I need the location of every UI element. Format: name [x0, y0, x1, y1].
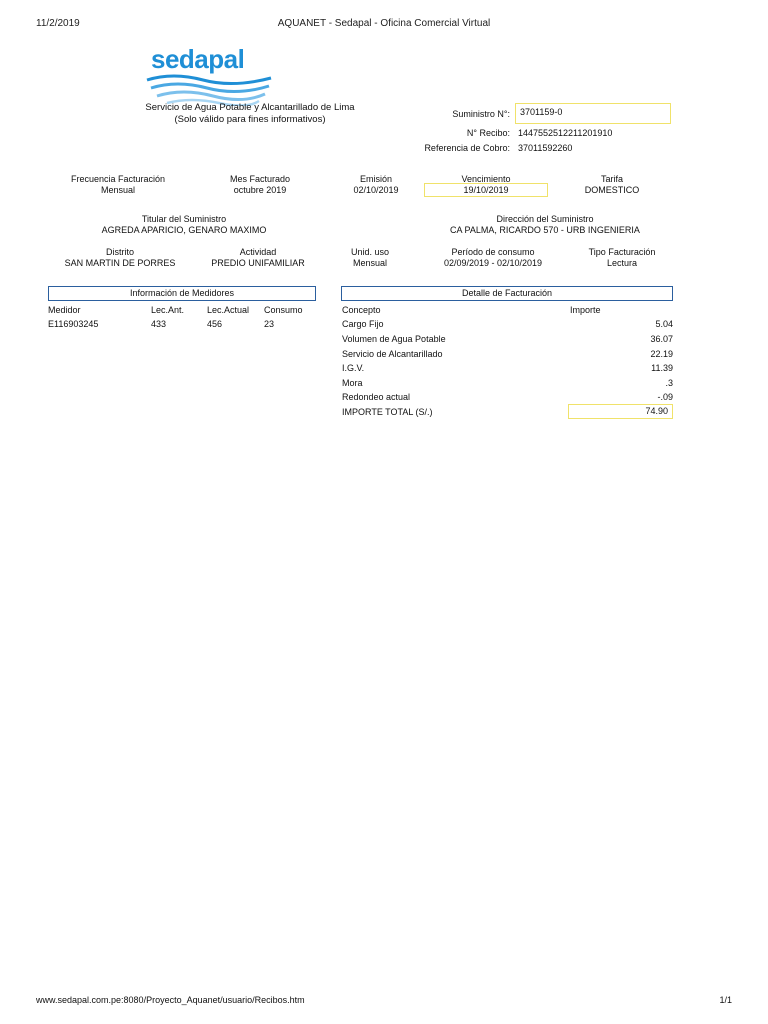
detail-concepto-igv: I.G.V.	[342, 363, 365, 373]
meters-header-lec-actual: Lec.Actual	[207, 305, 250, 315]
detail-concepto-cargo-fijo: Cargo Fijo	[342, 319, 384, 329]
detail-importe-igv: 11.39	[651, 363, 673, 373]
service-title: Servicio de Agua Potable y Alcantarillado de Lima	[145, 102, 355, 113]
actividad-value: PREDIO UNIFAMILIAR	[211, 258, 305, 268]
titular-value: AGREDA APARICIO, GENARO MAXIMO	[101, 225, 267, 235]
vencimiento-value: 19/10/2019	[424, 183, 548, 197]
unid-value: Mensual	[352, 258, 388, 268]
total-label: IMPORTE TOTAL (S/.)	[342, 407, 433, 417]
suministro-value: 3701159-0	[515, 103, 671, 124]
emision-label: Emisión	[359, 174, 392, 184]
detail-concepto-redondeo: Redondeo actual	[342, 392, 411, 402]
referencia-value: 37011592260	[518, 143, 573, 153]
detail-concepto-agua: Volumen de Agua Potable	[342, 334, 446, 344]
periodo-value: 02/09/2019 - 02/10/2019	[443, 258, 543, 268]
frecuencia-label: Frecuencia Facturación	[70, 174, 166, 184]
frecuencia-value: Mensual	[100, 185, 136, 195]
direccion-value: CA PALMA, RICARDO 570 - URB INGENIERIA	[450, 225, 640, 235]
logo-wordmark: sedapal	[151, 44, 245, 74]
referencia-label: Referencia de Cobro:	[424, 143, 510, 153]
print-title: AQUANET - Sedapal - Oficina Comercial Virtual	[277, 18, 491, 29]
mes-value: octubre 2019	[233, 185, 287, 195]
print-page-number: 1/1	[719, 995, 732, 1005]
tipo-label: Tipo Facturación	[588, 247, 656, 257]
periodo-label: Período de consumo	[451, 247, 535, 257]
meters-header-medidor: Medidor	[48, 305, 81, 315]
distrito-label: Distrito	[105, 247, 134, 257]
detail-concepto-alcantarillado: Servicio de Alcantarillado	[342, 349, 443, 359]
total-value: 74.90	[568, 404, 673, 419]
unid-label: Unid. uso	[350, 247, 390, 257]
meters-header-consumo: Consumo	[264, 305, 303, 315]
mes-label: Mes Facturado	[229, 174, 291, 184]
detail-header-importe: Importe	[570, 305, 601, 315]
titular-label: Titular del Suministro	[141, 214, 227, 224]
print-url: www.sedapal.com.pe:8080/Proyecto_Aquanet/usuario/Recibos.htm	[36, 995, 305, 1005]
meters-header-lec-ant: Lec.Ant.	[151, 305, 185, 315]
distrito-value: SAN MARTIN DE PORRES	[64, 258, 176, 268]
meter-cell-medidor: E116903245	[48, 319, 99, 329]
actividad-label: Actividad	[239, 247, 277, 257]
vencimiento-label: Vencimiento	[461, 174, 511, 184]
meter-cell-lec-ant: 433	[151, 319, 167, 329]
detail-importe-redondeo: -.09	[657, 392, 673, 402]
meters-title: Información de Medidores	[48, 286, 316, 301]
detail-concepto-mora: Mora	[342, 378, 363, 388]
emision-value: 02/10/2019	[353, 185, 399, 195]
billing-detail-title: Detalle de Facturación	[341, 286, 673, 301]
sedapal-logo	[143, 44, 275, 104]
recibo-value: 1447552512211201910	[518, 128, 613, 138]
service-note: (Solo válido para fines informativos)	[174, 114, 326, 125]
detail-header-concepto: Concepto	[342, 305, 381, 315]
suministro-label: Suministro N°:	[452, 109, 510, 119]
detail-importe-agua: 36.07	[650, 334, 673, 344]
recibo-label: N° Recibo:	[466, 128, 510, 138]
detail-importe-mora: .3	[665, 378, 673, 388]
tipo-value: Lectura	[606, 258, 638, 268]
meter-cell-lec-actual: 456	[207, 319, 223, 329]
direccion-label: Dirección del Suministro	[496, 214, 594, 224]
tarifa-value: DOMESTICO	[584, 185, 640, 195]
detail-importe-cargo-fijo: 5.04	[655, 319, 673, 329]
print-date: 11/2/2019	[36, 18, 80, 29]
detail-importe-alcantarillado: 22.19	[650, 349, 673, 359]
meter-cell-consumo: 23	[264, 319, 275, 329]
tarifa-label: Tarifa	[600, 174, 623, 184]
water-waves-icon	[143, 72, 275, 106]
